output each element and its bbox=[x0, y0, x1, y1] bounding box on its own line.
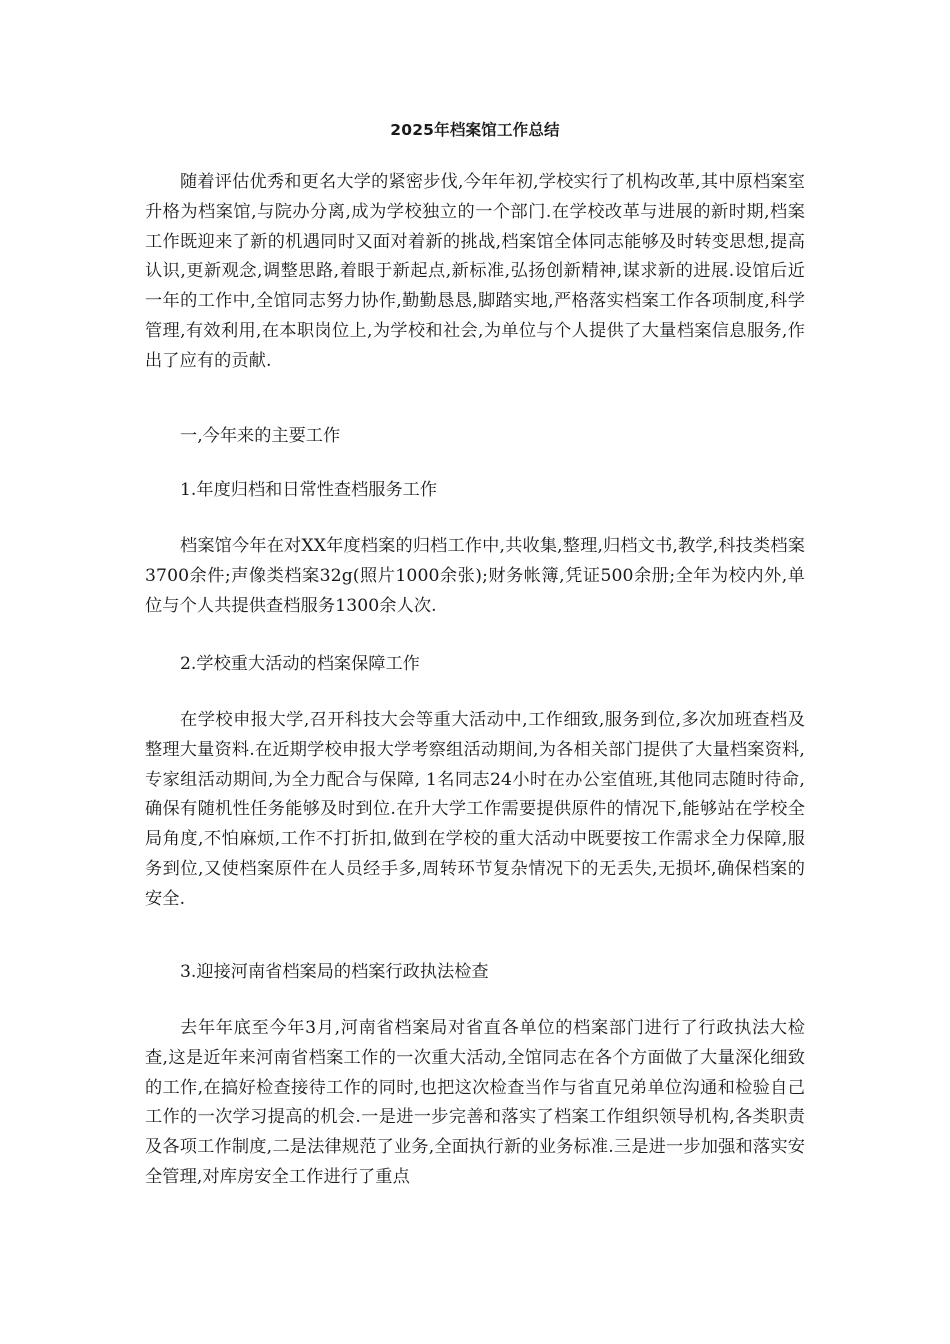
section-1-heading: 一,今年来的主要工作 bbox=[180, 426, 341, 446]
item-2-heading: 2.学校重大活动的档案保障工作 bbox=[180, 654, 420, 674]
item-2-paragraph: 在学校申报大学,召开科技大会等重大活动中,工作细致,服务到位,多次加班查档及整理大量资料.在近期学校申报大学考察组活动期间,为各相关部门提供了大量档案资料,专家组活动期间,为全力配合与保障, 1名同志24小时在办公室值班,其他同志随时待命,确保有随机性任务能够及时到位.在升大学工作需要提供原件的情况下,能够站在学校全局角度,不怕麻烦,工作不打折扣,做到在学校的重大活动中既要按工作需求全力保障,服务到位,又使档案原件在人员经手多,周转环节复杂情况下的无丢失,无损坏,确保档案的安全. bbox=[145, 710, 805, 909]
item-1-paragraph: 档案馆今年在对XX年度档案的归档工作中,共收集,整理,归档文书,教学,科技类档案3700余件;声像类档案32g(照片1000余张);财务帐簿,凭证500余册;全年为校内外,单位与个人共提供查档服务1300余人次. bbox=[145, 536, 805, 616]
item-1-heading: 1.年度归档和日常性查档服务工作 bbox=[180, 480, 438, 500]
document-title: 2025年档案馆工作总结 bbox=[390, 121, 560, 139]
intro-paragraph: 随着评估优秀和更名大学的紧密步伐,今年年初,学校实行了机构改革,其中原档案室升格为档案馆,与院办分离,成为学校独立的一个部门.在学校改革与进展的新时期,档案工作既迎来了新的机遇同时又面对着新的挑战,档案馆全体同志能够及时转变思想,提高认识,更新观念,调整思路,着眼于新起点,新标准,弘扬创新精神,谋求新的进展.设馆后近一年的工作中,全馆同志努力协作,勤勤恳恳,脚踏实地,严格落实档案工作各项制度,科学管理,有效利用,在本职岗位上,为学校和社会,为单位与个人提供了大量档案信息服务,作出了应有的贡献. bbox=[145, 172, 805, 371]
item-3-heading: 3.迎接河南省档案局的档案行政执法检查 bbox=[180, 962, 489, 982]
item-3-paragraph: 去年年底至今年3月,河南省档案局对省直各单位的档案部门进行了行政执法大检查,这是近年来河南省档案工作的一次重大活动,全馆同志在各个方面做了大量深化细致的工作,在搞好检查接待工作的同时,也把这次检查当作与省直兄弟单位沟通和检验自己工作的一次学习提高的机会.一是进一步完善和落实了档案工作组织领导机构,各类职责及各项工作制度,二是法律规范了业务,全面执行新的业务标准.三是进一步加强和落实安全管理,对库房安全工作进行了重点 bbox=[145, 1018, 805, 1187]
